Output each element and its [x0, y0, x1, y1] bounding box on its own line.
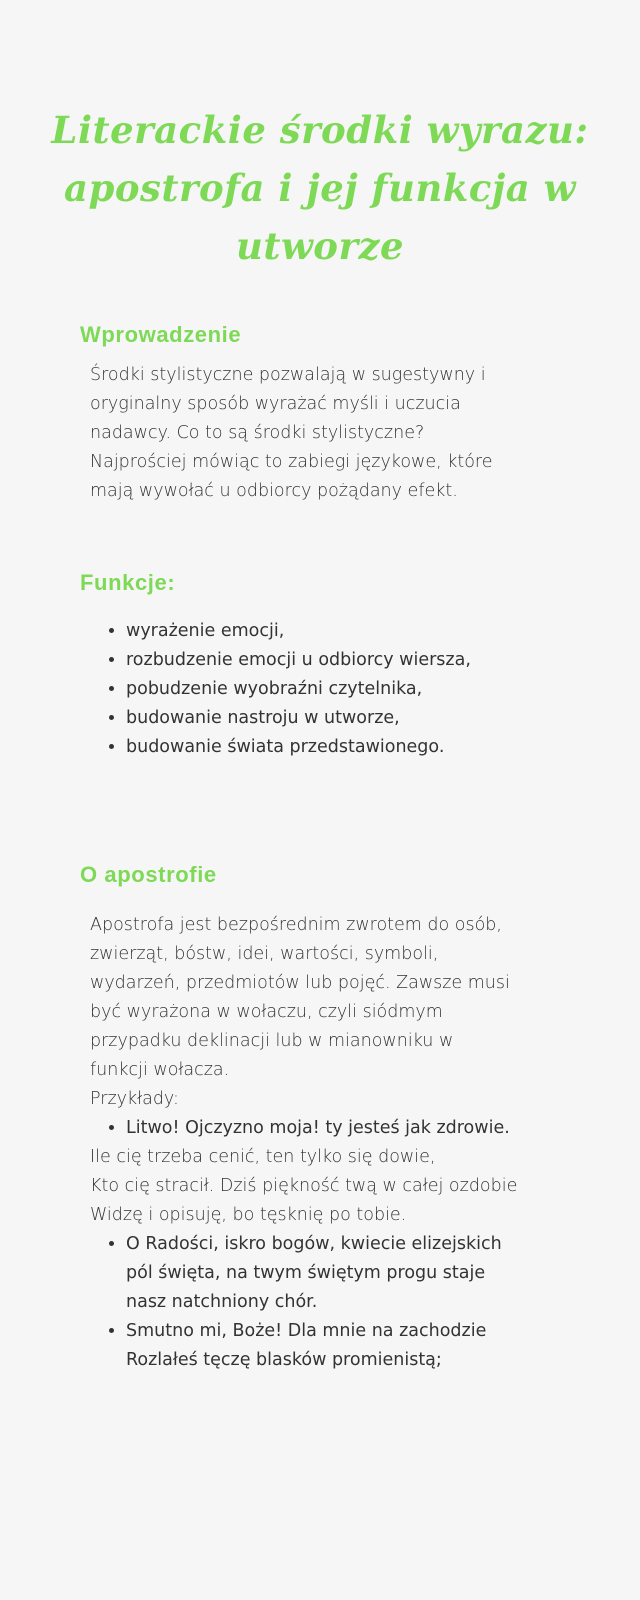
example-line: Widzę i opisuję, bo tęsknię po tobie. [90, 1205, 407, 1225]
example-item [126, 1114, 606, 1143]
list-item: • rozbudzenie emocji u odbiorcy wiersza, [126, 646, 606, 675]
apostrophe-line: Przykłady: [90, 1089, 179, 1109]
apostrophe-line: przypadku deklinacji lub w mianowniku w [90, 1031, 454, 1051]
apostrophe-line: być wyrażona w wołaczu, czyli siódmym [90, 1002, 443, 1022]
example-line: Rozlałeś tęczę blasków promienistą; [126, 1350, 442, 1370]
intro-line: mają wywołać u odbiorcy pożądany efekt. [90, 481, 458, 501]
list-item: • wyrażenie emocji, [126, 617, 606, 646]
intro-line: Środki stylistyczne pozwalają w sugestywny i [90, 365, 486, 385]
example-line: Kto cię stracił. Dziś piękność twą w całej ozdobie [90, 1176, 518, 1196]
list-item: • budowanie świata przedstawionego. [126, 733, 606, 762]
apostrophe-line: zwierząt, bóstw, idei, wartości, symboli, [90, 944, 439, 964]
section-heading-intro: Wprowadzenie [80, 322, 242, 347]
page-title: Literackie środki wyrazu: apostrofa i jej funkcja w utworze [51, 107, 589, 268]
example-line: • O Radości, iskro bogów, kwiecie elizejskich [126, 1234, 502, 1254]
list-item: • budowanie nastroju w utworze, [126, 704, 606, 733]
example1-continuation [90, 1143, 560, 1230]
functions-list [90, 617, 606, 762]
apostrophe-line: funkcji wołacza. [90, 1060, 230, 1080]
example-list-1 [90, 1114, 606, 1143]
section-heading-apostrophe: O apostrofie [80, 862, 217, 887]
list-item: • pobudzenie wyobraźni czytelnika, [126, 675, 606, 704]
intro-paragraph [90, 361, 560, 506]
example-line: nasz natchniony chór. [126, 1292, 318, 1312]
intro-line: Najprościej mówiąc to zabiegi językowe, które [90, 452, 493, 472]
example-line: • Litwo! Ojczyzno moja! ty jesteś jak zdrowie. [126, 1118, 510, 1138]
example-line: Ile cię trzeba cenić, ten tylko się dowie, [90, 1147, 436, 1167]
apostrophe-line: wydarzeń, przedmiotów lub pojęć. Zawsze musi [90, 973, 510, 993]
intro-line: oryginalny sposób wyrażać myśli i uczucia [90, 394, 461, 414]
section-heading-functions: Funkcje: [80, 570, 176, 595]
intro-line: nadawcy. Co to są środki stylistyczne? [90, 423, 425, 443]
example-item [126, 1317, 606, 1375]
example-list-2 [90, 1230, 606, 1375]
example-item [126, 1230, 606, 1317]
example-line: • Smutno mi, Boże! Dla mnie na zachodzie [126, 1321, 487, 1341]
apostrophe-paragraph [90, 911, 560, 1114]
example-line: pól święta, na twym świętym progu staje [126, 1263, 486, 1283]
apostrophe-line: Apostrofa jest bezpośrednim zwrotem do osób, [90, 915, 502, 935]
